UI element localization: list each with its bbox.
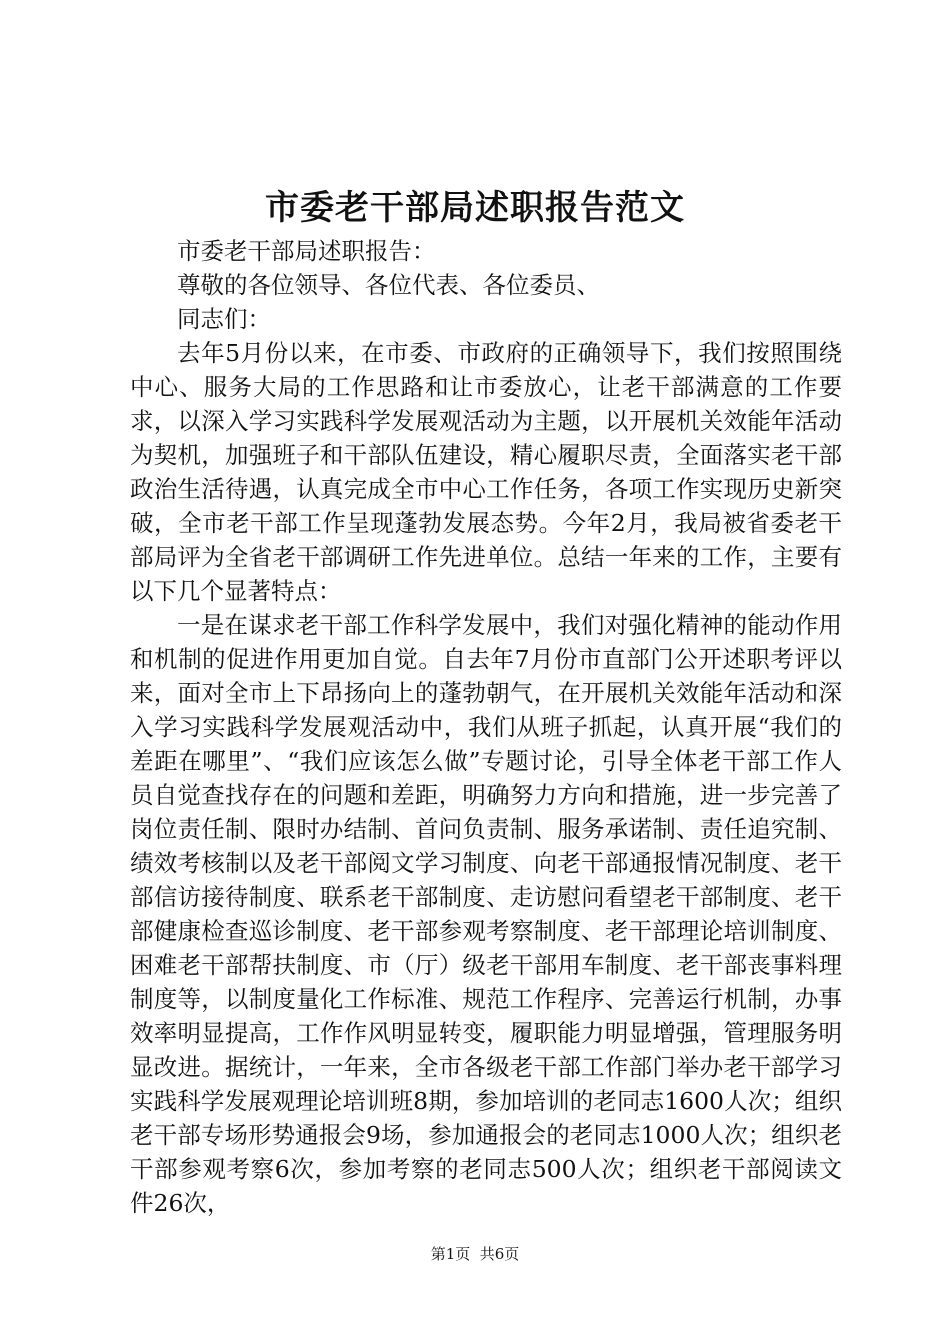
page-footer <box>0 1244 950 1264</box>
report-heading-line: 市委老干部局述职报告： <box>177 237 436 265</box>
page-number: 第1页 共6页 <box>430 1245 520 1263</box>
salutation-comrades: 同志们： <box>177 305 271 333</box>
salutation-line: 尊敬的各位领导、各位代表、各位委员、 <box>177 271 600 299</box>
body-paragraph-point-one: 一是在谋求老干部工作科学发展中，我们对强化精神的能动作用和机制的促进作用更加自觉。自去年7月份市直部门公开述职考评以来，面对全市上下昂扬向上的蓬勃朝气，在开展机关效能年活动和深入学习实践科学发展观活动中，我们从班子抓起，认真开展“我们的差距在哪里”、“我们应该怎么做”专题讨论，引导全体老干部工作人员自觉查找存在的问题和差距，明确努力方向和措施，进一步完善了岗位责任制、限时办结制、首问负责制、服务承诺制、责任追究制、绩效考核制以及老干部阅文学习制度、向老干部通报情况制度、老干部信访接待制度、联系老干部制度、走访慰问看望老干部制度、老干部健康检查巡诊制度、老干部参观考察制度、老干部理论培训制度、困难老干部帮扶制度、市（厅）级老干部用车制度、老干部丧事料理制度等，以制度量化工作标准、规范工作程序、完善运行机制，办事效率明显提高，工作作风明显转变，履职能力明显增强，管理服务明显改进。据统计，一年来，全市各级老干部工作部门举办老干部学习实践科学发展观理论培训班8期，参加培训的老同志1600人次；组织老干部专场形势通报会9场，参加通报会的老同志1000人次；组织老干部参观考察6次，参加考察的老同志500人次；组织老干部阅读文件26次， <box>130 611 842 1217</box>
body-paragraph-overview: 去年5月份以来，在市委、市政府的正确领导下，我们按照围绕中心、服务大局的工作思路和让市委放心，让老干部满意的工作要求，以深入学习实践科学发展观活动为主题，以开展机关效能年活动为契机，加强班子和干部队伍建设，精心履职尽责，全面落实老干部政治生活待遇，认真完成全市中心工作任务，各项工作实现历史新突破，全市老干部工作呈现蓬勃发展态势。今年2月，我局被省委老干部局评为全省老干部调研工作先进单位。总结一年来的工作，主要有以下几个显著特点： <box>130 339 842 605</box>
document-title: 市委老干部局述职报告范文 <box>265 188 685 228</box>
document-body <box>130 234 842 1220</box>
